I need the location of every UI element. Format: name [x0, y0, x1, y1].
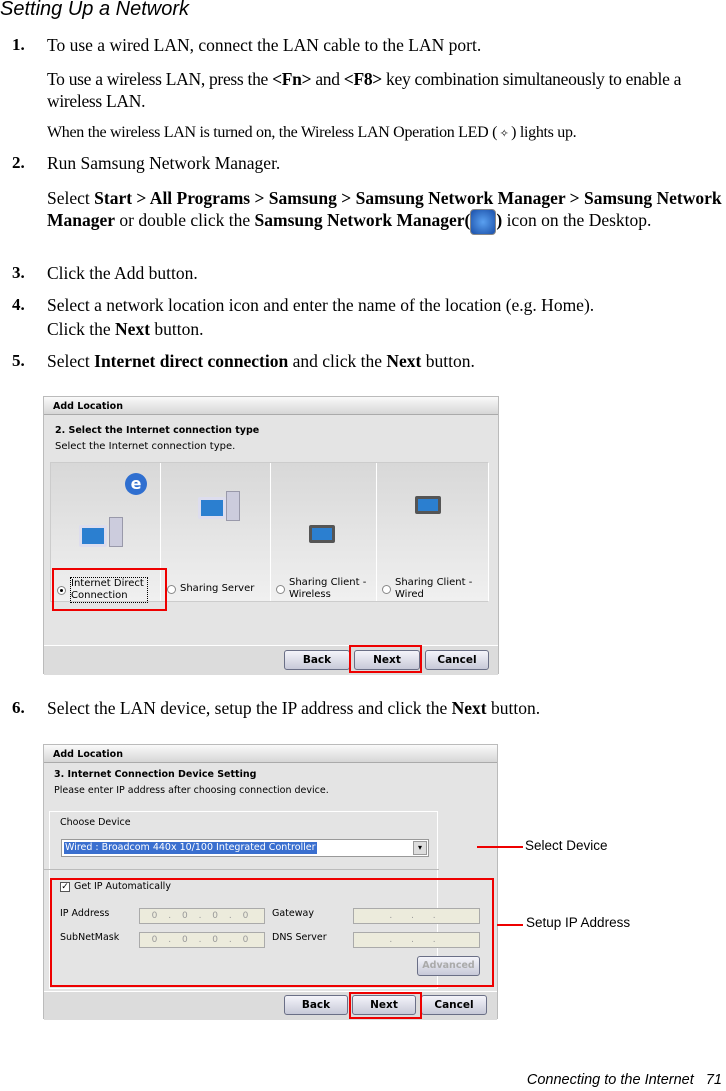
dialog-subtitle: Select the Internet connection type. — [55, 441, 236, 452]
step-number: 2. — [12, 153, 25, 172]
gateway-label: Gateway — [272, 908, 314, 919]
step-text: Select a network location icon and enter the name of the location (e.g. Home). — [47, 295, 595, 315]
back-button[interactable]: Back — [284, 650, 350, 670]
step-number: 1. — [12, 35, 25, 54]
internet-explorer-icon: e — [125, 473, 147, 495]
device-select[interactable]: Wired : Broadcom 440x 10/100 Integrated Controller ▾ — [61, 839, 429, 857]
choose-device-label: Choose Device — [60, 817, 131, 828]
dns-server-label: DNS Server — [272, 932, 327, 943]
checkbox-checked-icon[interactable]: ✓ — [61, 881, 69, 892]
network-manager-icon — [470, 209, 496, 235]
callout-line — [497, 924, 523, 926]
callout-select-device: Select Device — [525, 838, 608, 853]
step-text: To use a wired LAN, connect the LAN cable to the LAN port. — [47, 35, 482, 55]
program-path: Select Start > All Programs > Samsung > Samsung Network Manager > Samsung Network Manager or double click the Samsung Network Manager( ) icon on the Desktop. — [47, 187, 726, 235]
dns-server-input[interactable]: . . . — [353, 932, 480, 948]
subnet-mask-label: SubNetMask — [60, 932, 120, 943]
option-sharing-server[interactable]: Sharing Server — [167, 583, 254, 595]
highlight-box — [50, 878, 494, 987]
gateway-input[interactable]: . . . — [353, 908, 480, 924]
callout-setup-ip: Setup IP Address — [526, 915, 631, 930]
dialog-heading: 2. Select the Internet connection type — [55, 425, 260, 436]
radio-button[interactable] — [276, 585, 285, 594]
laptop-wired-icon — [415, 496, 441, 514]
ip-address-label: IP Address — [60, 908, 110, 919]
highlight-box — [52, 568, 167, 611]
dialog-title: Add Location — [44, 397, 498, 415]
add-location-dialog-connection-type — [43, 396, 499, 674]
dialog-title: Add Location — [44, 745, 497, 763]
cancel-button[interactable]: Cancel — [425, 650, 489, 670]
cancel-button[interactable]: Cancel — [421, 995, 487, 1015]
back-button[interactable]: Back — [284, 995, 348, 1015]
dialog-heading: 3. Internet Connection Device Setting — [54, 769, 257, 780]
step-text: Click the Add button. — [47, 263, 198, 283]
add-location-dialog-device-setting — [43, 744, 498, 1019]
callout-line — [477, 846, 523, 848]
page-heading: Setting Up a Network — [0, 0, 189, 20]
highlight-box — [349, 645, 422, 673]
step-number: 6. — [12, 698, 25, 717]
step-text: Click the Next button. — [47, 319, 204, 339]
option-sharing-client-wired[interactable]: Sharing Client - Wired — [382, 577, 477, 601]
option-internet-direct-connection[interactable]: Internet Direct Connection — [57, 577, 148, 603]
desktop-pc-icon — [79, 525, 107, 547]
dialog-subtitle: Please enter IP address after choosing connection device. — [54, 785, 329, 796]
server-tower-icon — [226, 491, 240, 521]
option-sharing-client-wireless[interactable]: Sharing Client - Wireless — [276, 577, 371, 601]
ip-address-input[interactable]: 0 . 0 . 0 . 0 — [139, 908, 265, 924]
advanced-button[interactable]: Advanced — [417, 956, 480, 976]
page-footer: Connecting to the Internet 71 — [526, 1072, 722, 1088]
wireless-instruction: To use a wireless LAN, press the <Fn> and <F8> key combination simultaneously to enable a wireless LAN. — [47, 69, 682, 111]
step-text: Run Samsung Network Manager. — [47, 153, 281, 173]
dropdown-arrow-icon[interactable]: ▾ — [413, 841, 427, 855]
subnet-mask-input[interactable]: 0 . 0 . 0 . 0 — [139, 932, 265, 948]
led-note: When the wireless LAN is turned on, the Wireless LAN Operation LED ( ✧ ) lights up. — [47, 122, 726, 145]
step-number: 5. — [12, 351, 25, 370]
next-button[interactable]: Next — [354, 650, 420, 670]
get-ip-automatically-checkbox[interactable]: ✓ Get IP Automatically — [61, 881, 171, 892]
next-button[interactable]: Next — [352, 995, 416, 1015]
highlight-box — [349, 992, 422, 1019]
server-pc-icon — [198, 497, 226, 519]
step-number: 4. — [12, 295, 25, 314]
radio-button[interactable] — [382, 585, 391, 594]
step-text: Select the LAN device, setup the IP address and click the Next button. — [47, 698, 541, 718]
step-number: 3. — [12, 263, 25, 282]
wireless-led-icon: ✧ — [499, 128, 509, 140]
step-text: Select Internet direct connection and click the Next button. — [47, 351, 475, 371]
laptop-wireless-icon — [309, 525, 335, 543]
radio-button[interactable] — [167, 585, 176, 594]
tower-icon — [109, 517, 123, 547]
